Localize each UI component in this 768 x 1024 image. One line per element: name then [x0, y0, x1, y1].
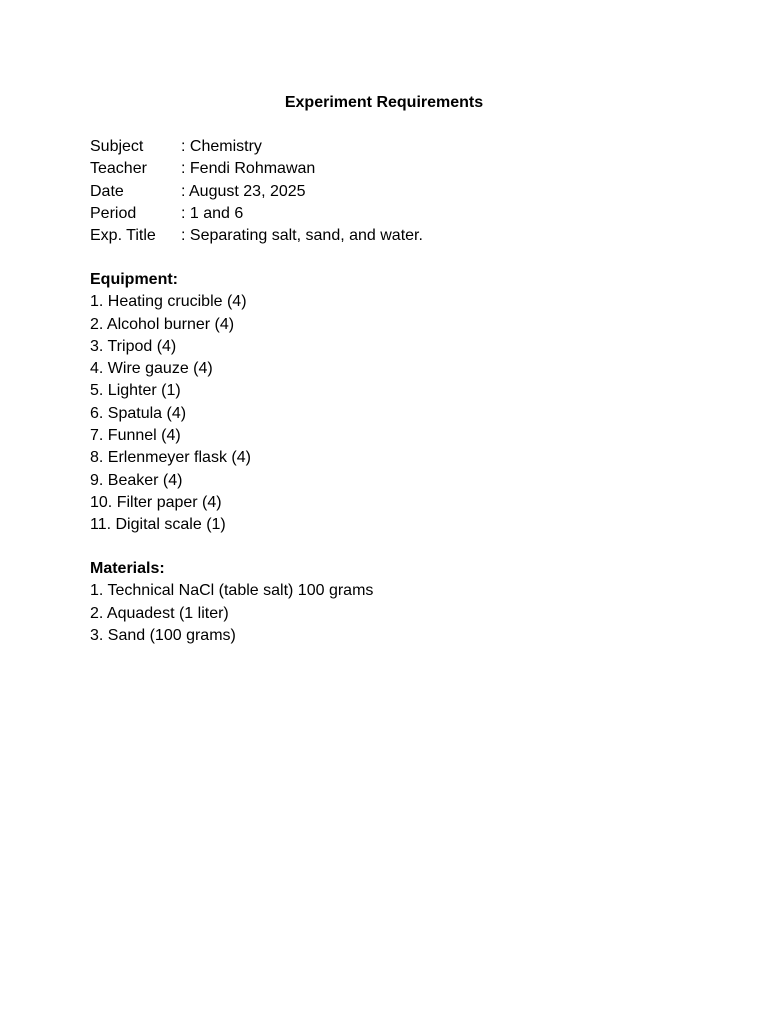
info-value: : Separating salt, sand, and water. — [181, 227, 423, 245]
info-label: Exp. Title — [90, 227, 156, 245]
equipment-item: 6. Spatula (4) — [90, 404, 187, 422]
equipment-item: 7. Funnel (4) — [90, 427, 181, 445]
equipment-item: 1. Heating crucible (4) — [90, 293, 247, 311]
info-label: Period — [90, 204, 137, 222]
materials-item: 1. Technical NaCl (table salt) 100 grams — [90, 582, 374, 600]
equipment-item: 4. Wire gauze (4) — [90, 360, 213, 378]
equipment-item: 8. Erlenmeyer flask (4) — [90, 449, 251, 467]
info-value: : 1 and 6 — [181, 204, 244, 222]
info-block — [90, 136, 690, 247]
info-value: : Chemistry — [181, 138, 262, 155]
info-row-subject — [90, 136, 690, 158]
equipment-item: 2. Alcohol burner (4) — [90, 315, 235, 333]
document-title: Experiment Requirements — [284, 94, 484, 111]
equipment-item: 9. Beaker (4) — [90, 471, 183, 489]
info-value: : August 23, 2025 — [181, 182, 306, 200]
info-row-period — [90, 203, 690, 225]
info-row-exp-title — [90, 225, 690, 247]
info-label: Date — [90, 182, 124, 200]
equipment-item: 10. Filter paper (4) — [90, 493, 222, 511]
info-label: Teacher — [90, 160, 147, 178]
equipment-item: 5. Lighter (1) — [90, 382, 181, 400]
equipment-item: 11. Digital scale (1) — [90, 516, 226, 534]
info-label: Subject — [90, 138, 144, 155]
materials-item: 2. Aquadest (1 liter) — [90, 604, 229, 622]
materials-item: 3. Sand (100 grams) — [90, 626, 236, 644]
equipment-section — [90, 269, 690, 537]
info-row-date — [90, 181, 690, 203]
materials-heading: Materials: — [90, 560, 165, 577]
info-value: : Fendi Rohmawan — [181, 160, 316, 178]
materials-section — [90, 558, 690, 647]
info-row-teacher — [90, 158, 690, 180]
equipment-heading: Equipment: — [90, 271, 178, 288]
equipment-item: 3. Tripod (4) — [90, 337, 177, 355]
